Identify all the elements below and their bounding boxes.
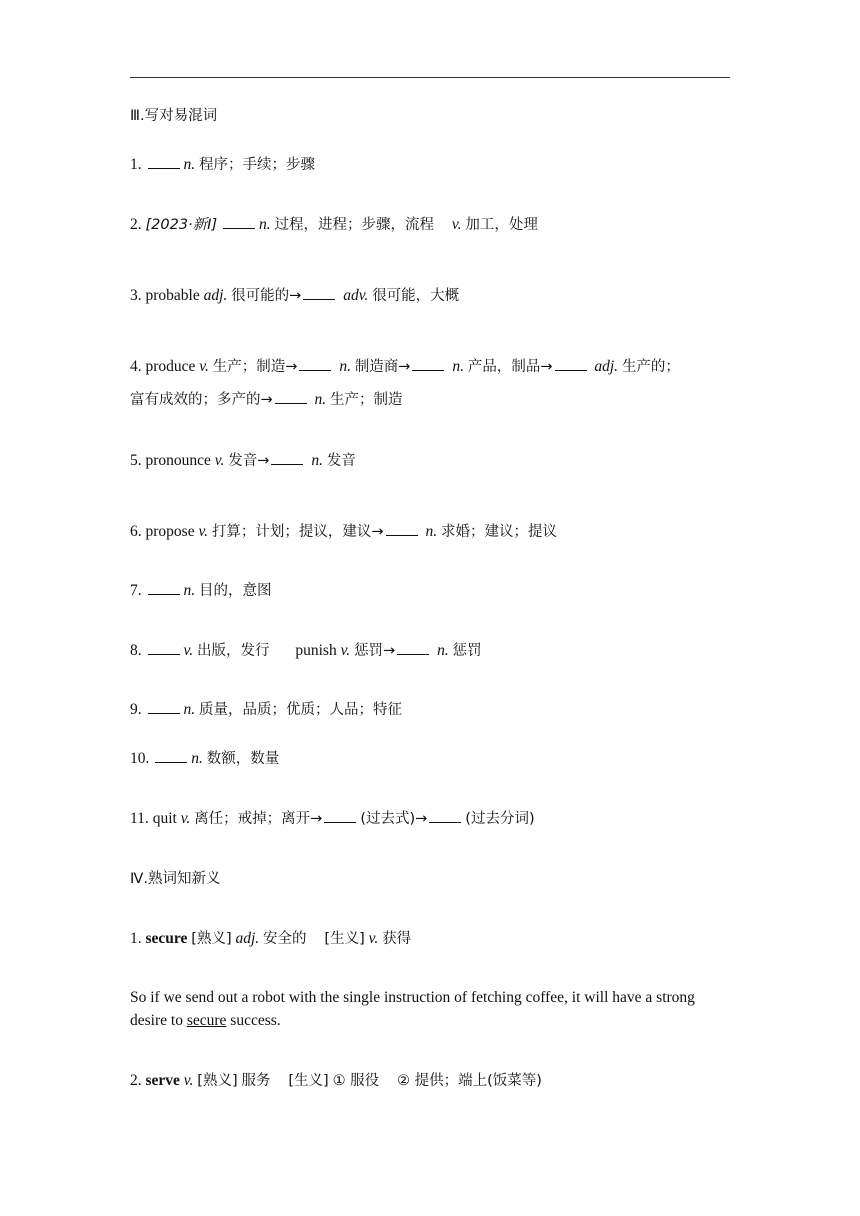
section-4-title: Ⅳ.熟词知新义: [130, 871, 221, 887]
item-4-1: 1. secure [熟义] adj. 安全的 [生义] v. 获得: [130, 930, 412, 947]
answer-blank[interactable]: [275, 390, 307, 404]
answer-blank[interactable]: [148, 641, 180, 655]
answer-blank[interactable]: [148, 581, 180, 595]
answer-blank[interactable]: [155, 749, 187, 763]
item-3-2: 2. [2023·新Ⅰ] n. 过程，进程；步骤，流程 v. 加工，处理: [130, 216, 538, 233]
answer-blank[interactable]: [397, 641, 429, 655]
item-3-3: 3. probable adj. 很可能的→ adv. 很可能，大概: [130, 287, 460, 304]
item-3-8: 8. v. 出版，发行 punish v. 惩罚→ n. 惩罚: [130, 642, 482, 659]
item-3-10: 10. n. 数额，数量: [130, 750, 280, 767]
item-3-4: 4. produce v. 生产；制造→ n. 制造商→ n. 产品，制品→ adj. 生产的；: [130, 358, 680, 375]
item-3-9: 9. n. 质量，品质；优质；人品；特征: [130, 701, 402, 718]
answer-blank[interactable]: [223, 215, 255, 229]
top-rule: [130, 77, 730, 78]
item-3-7: 7. n. 目的，意图: [130, 582, 272, 599]
answer-blank[interactable]: [303, 286, 335, 300]
item-4-2: 2. serve v. [熟义] 服务 [生义] ① 服役 ② 提供；端上(饭菜等): [130, 1072, 542, 1089]
item-3-1: 1. n. 程序；手续；步骤: [130, 156, 315, 173]
section-3-title: Ⅲ.写对易混词: [130, 108, 218, 124]
answer-blank[interactable]: [299, 357, 331, 371]
answer-blank[interactable]: [412, 357, 444, 371]
answer-blank[interactable]: [271, 451, 303, 465]
answer-blank[interactable]: [324, 809, 356, 823]
answer-blank[interactable]: [148, 700, 180, 714]
underlined-word: secure: [186, 1012, 227, 1029]
item-3-5: 5. pronounce v. 发音→ n. 发音: [130, 452, 356, 469]
example-sentence: So if we send out a robot with the single instruction of fetching coffee, it will have a strong desire to secure success.: [130, 989, 695, 1029]
item-3-6: 6. propose v. 打算；计划；提议，建议→ n. 求婚；建议；提议: [130, 523, 557, 540]
answer-blank[interactable]: [148, 155, 180, 169]
item-3-11: 11. quit v. 离任；戒掉；离开→ (过去式)→ (过去分词): [130, 810, 535, 827]
answer-blank[interactable]: [429, 809, 461, 823]
item-3-4-line2: 富有成效的；多产的→ n. 生产；制造: [130, 391, 403, 408]
answer-blank[interactable]: [386, 522, 418, 536]
answer-blank[interactable]: [555, 357, 587, 371]
